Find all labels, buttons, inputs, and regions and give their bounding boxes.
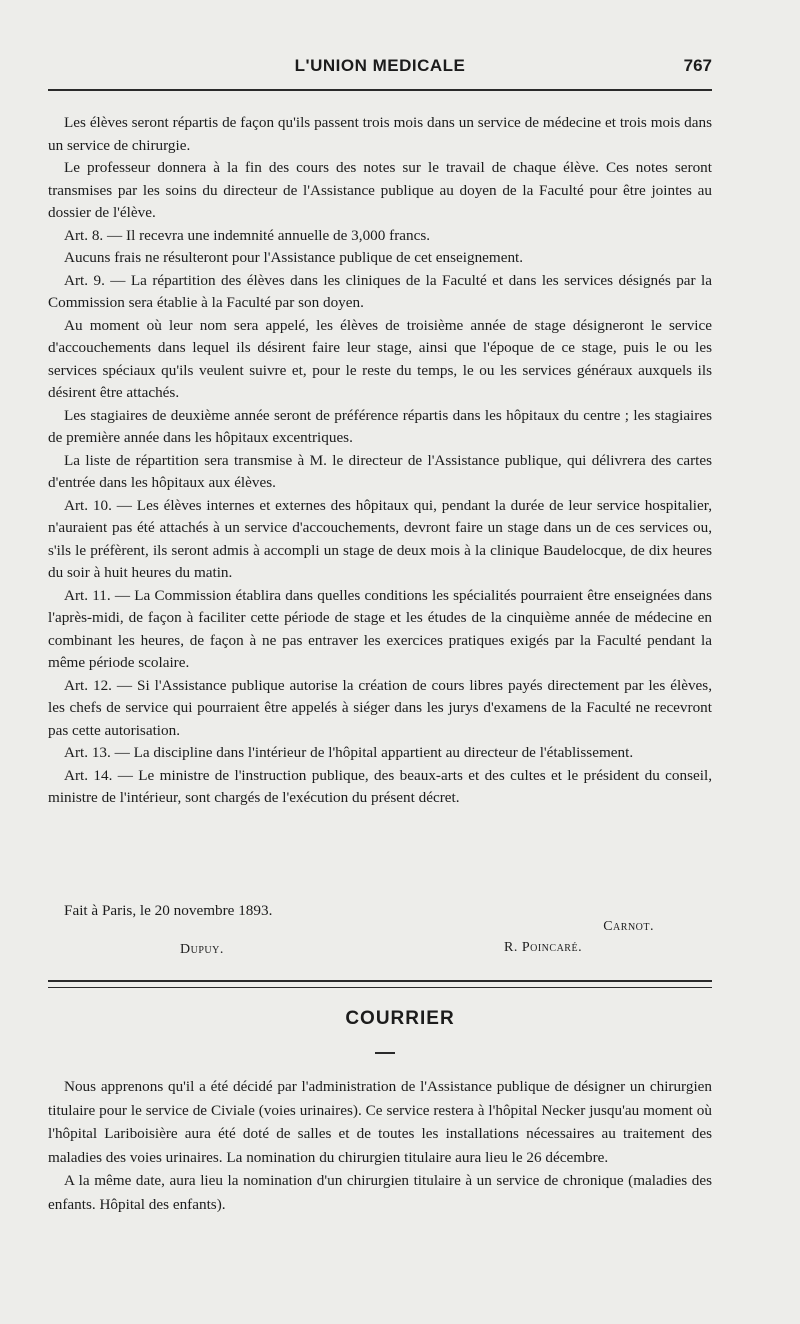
paragraph: A la même date, aura lieu la nomination d'un chirurgien titulaire à un service de chronique (maladies des enfants. Hôpital des enfants). — [48, 1172, 712, 1213]
title-dash — [375, 1052, 395, 1054]
paragraph: La liste de répartition sera transmise à M. le directeur de l'Assistance publique, qui délivrera des cartes d'entrée dans les hôpitaux aux élèves. — [48, 451, 712, 491]
running-title: L'UNION MEDICALE — [294, 56, 466, 75]
section-title: COURRIER — [345, 1008, 455, 1029]
signatory-dupuy: Dupuy. — [180, 942, 224, 957]
signatory-carnot: Carnot. — [603, 919, 654, 934]
signatory-poincare: R. Poincaré. — [504, 940, 583, 955]
paragraph: Art. 9. — La répartition des élèves dans les cliniques de la Faculté et dans les services désignés par la Commission sera établie à la Faculté par son doyen. — [48, 271, 712, 311]
paragraph: Aucuns frais ne résulteront pour l'Assistance publique de cet enseignement. — [64, 249, 524, 266]
paragraph: Art. 13. — La discipline dans l'intérieur de l'hôpital appartient au directeur de l'établissement. — [64, 744, 634, 761]
header-rule — [48, 89, 712, 91]
page-header — [48, 56, 712, 84]
signature-block — [48, 902, 712, 992]
paragraph: Art. 8. — Il recevra une indemnité annuelle de 3,000 francs. — [64, 226, 431, 244]
courrier-text — [48, 1075, 712, 1216]
decree-text — [48, 112, 712, 810]
date-line: Fait à Paris, le 20 novembre 1893. — [64, 902, 273, 919]
paragraph: Les élèves seront répartis de façon qu'ils passent trois mois dans un service de médecine et trois mois dans un service de chirurgie. — [48, 114, 712, 154]
paragraph: Art. 10. — Les élèves internes et externes des hôpitaux qui, pendant la durée de leur service hospitalier, n'auraient pas été attachés à un service d'accouchements, devront faire un stage dans un de ces services ou, s'ils le préfèrent, ils seront admis à accompli un stage de deux mois à la clinique Baudelocque, de dix heures du soir à huit heures du matin. — [48, 496, 712, 581]
paragraph: Art. 12. — Si l'Assistance publique autorise la création de cours libres payés directement par les élèves, les chefs de service qui pourraient être appelés à siéger dans les jurys d'examens de la Faculté ne recevront pas cette autorisation. — [48, 676, 712, 739]
paragraph: Art. 14. — Le ministre de l'instruction publique, des beaux-arts et des cultes et le président du conseil, ministre de l'intérieur, sont chargés de l'exécution du présent décret. — [48, 766, 712, 806]
paragraph: Au moment où leur nom sera appelé, les élèves de troisième année de stage désigneront le service d'accouchements dans lequel ils désirent faire leur stage, ainsi que l'époque de ce stage, puis le ou les services spéciaux qu'ils veulent suivre et, pour le reste du temps, le ou les services généraux auxquels ils désirent être attachés. — [48, 316, 712, 401]
paragraph: Le professeur donnera à la fin des cours des notes sur le travail de chaque élève. Ces notes seront transmises par les soins du directeur de l'Assistance publique au doyen de la Faculté pour être jointes au dossier de l'élève. — [48, 159, 712, 221]
paragraph: Art. 11. — La Commission établira dans quelles conditions les spécialités pourraient être enseignées dans l'après-midi, de façon à faciliter cette période de stage et les études de la cinquième année de médecine en combinant les heures, de façon à ne pas entraver les exercices pratiques exigés par la Faculté pendant la même période scolaire. — [48, 586, 712, 671]
paragraph: Nous apprenons qu'il a été décidé par l'administration de l'Assistance publique de désigner un chirurgien titulaire pour le service de Civiale (voies urinaires). Ce service restera à l'hôpital Necker jusqu'au moment où l'hôpital Lariboisière aura été doté de salles et de toutes les installations nécessaires au traitement des maladies des voies urinaires. La nomination du chirurgien titulaire aura lieu le 26 décembre. — [48, 1078, 712, 1166]
page-number: 767 — [683, 56, 712, 75]
paragraph: Les stagiaires de deuxième année seront de préférence répartis dans les hôpitaux du centre ; les stagiaires de première année dans les hôpitaux excentriques. — [48, 406, 712, 446]
section-divider — [48, 980, 712, 988]
